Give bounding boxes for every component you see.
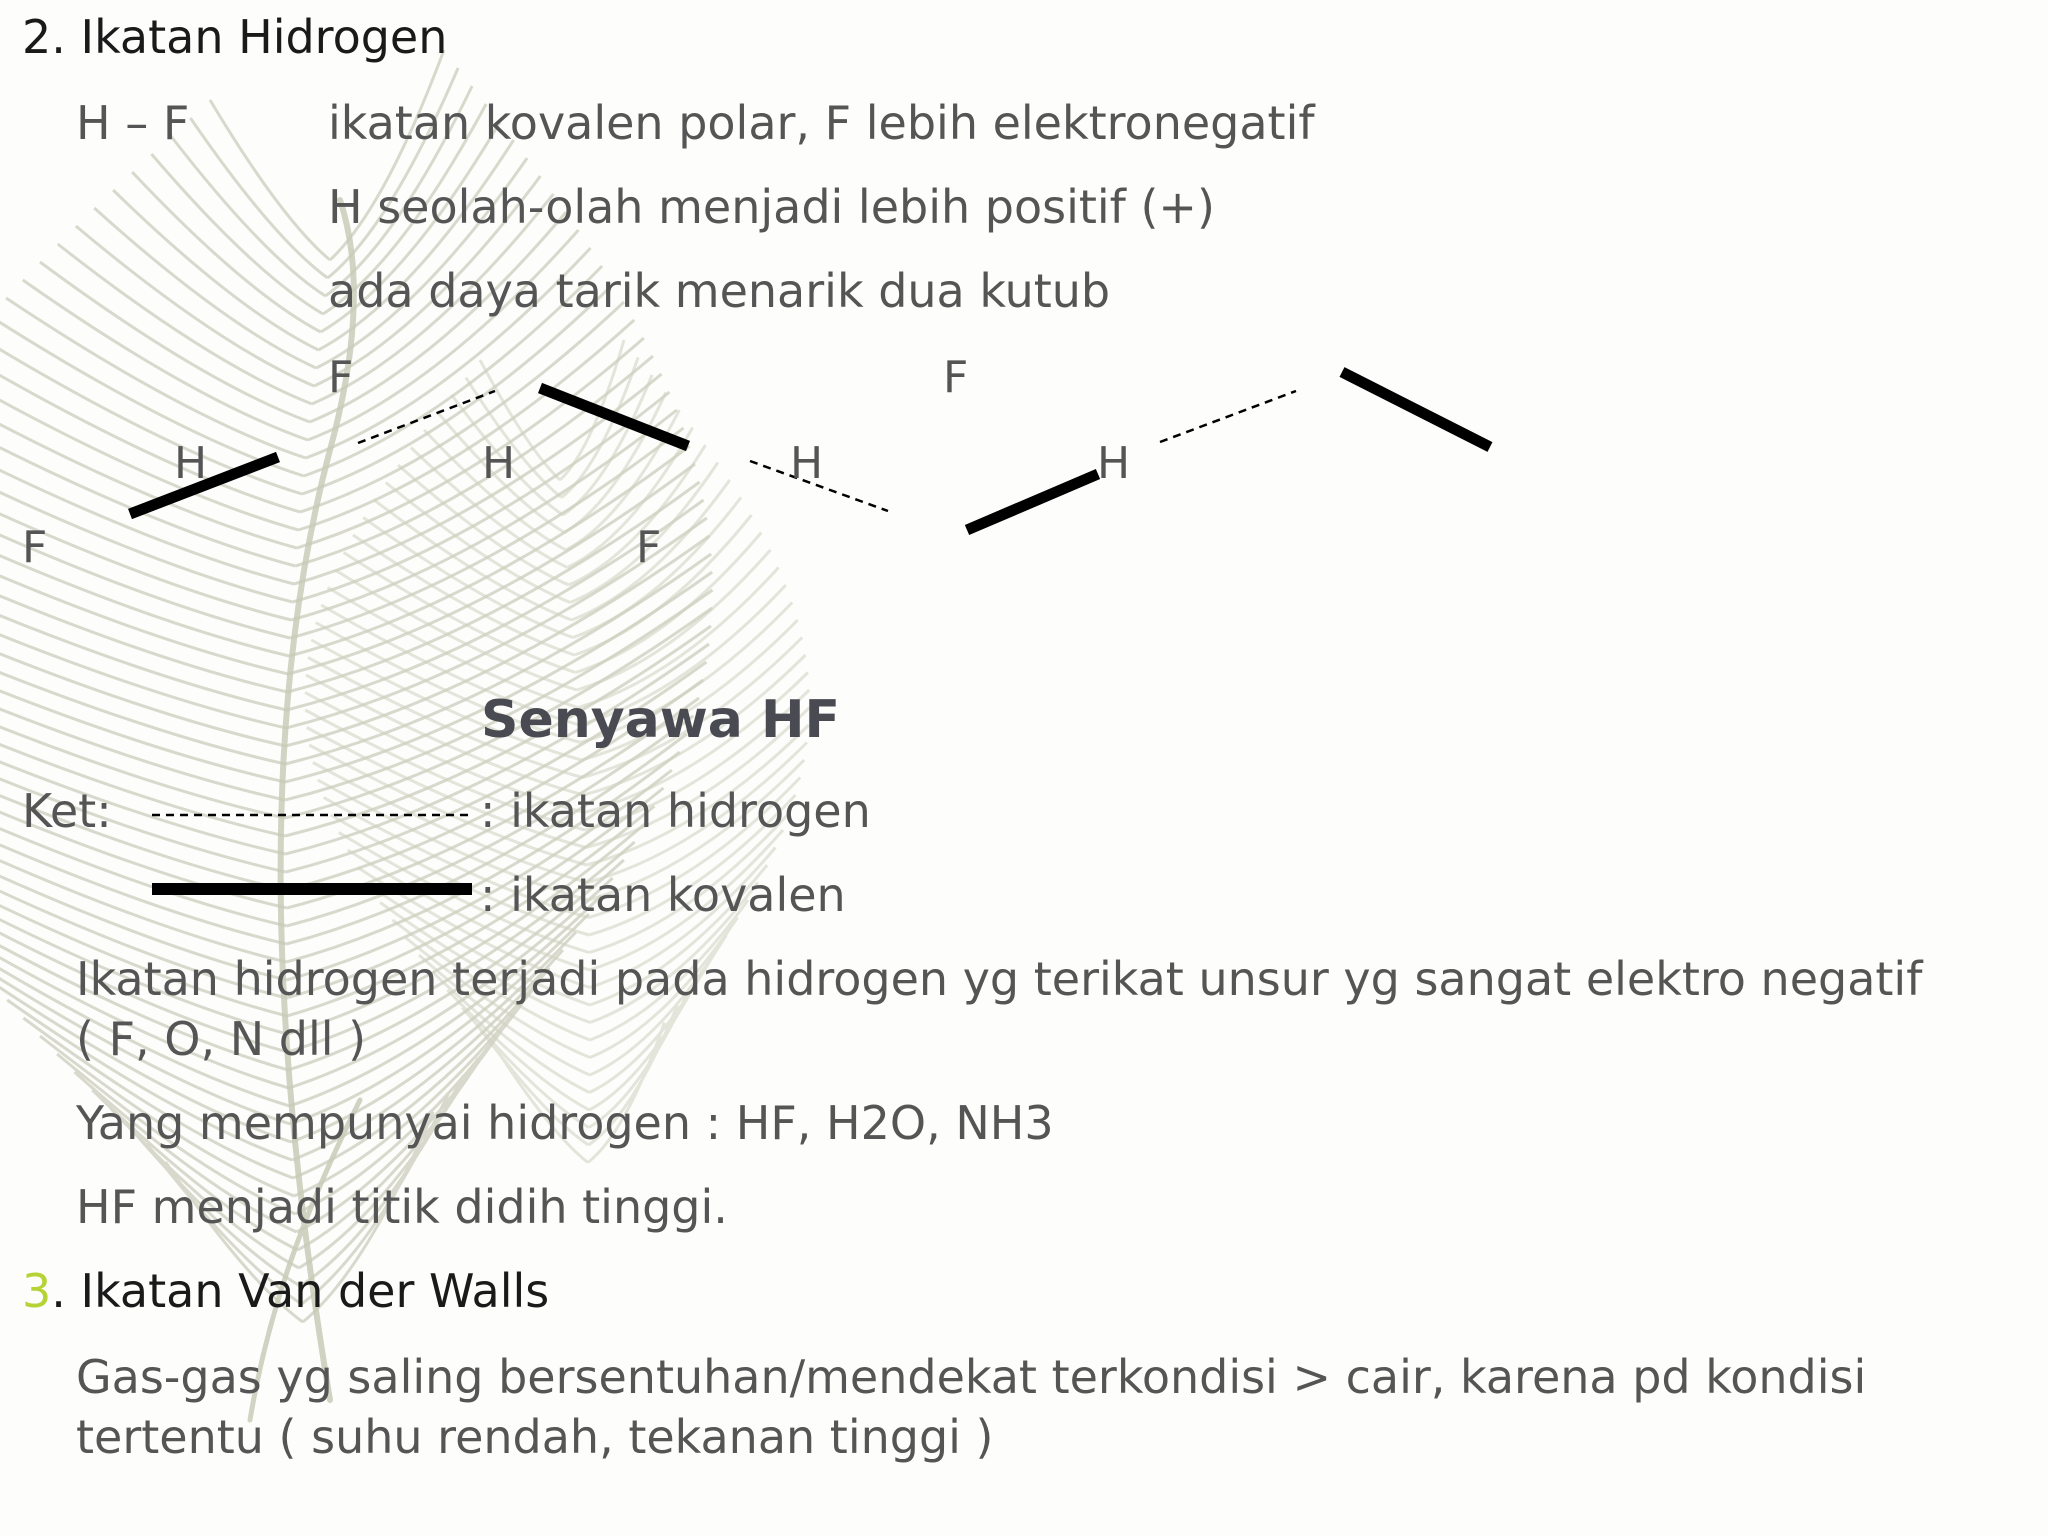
note-line-1b: ( F, O, N dll ) — [76, 1012, 367, 1066]
section2-line-2: H seolah-olah menjadi lebih positif (+) — [328, 180, 1215, 234]
atom-h: H — [482, 438, 516, 489]
atom-h: H — [174, 438, 208, 489]
section2-number: 2 — [22, 10, 52, 64]
atom-f: F — [328, 352, 354, 403]
section3-line-2: tertentu ( suhu rendah, tekanan tinggi ) — [76, 1410, 994, 1464]
note-line-2: Yang mempunyai hidrogen : HF, H2O, NH3 — [76, 1096, 1054, 1150]
hf-label: H – F — [76, 96, 190, 150]
diagram-caption: Senyawa HF — [481, 690, 840, 750]
section3-heading — [22, 1264, 550, 1318]
legend-hydrogen-label: : ikatan hidrogen — [480, 784, 871, 838]
note-line-1a: Ikatan hidrogen terjadi pada hidrogen yg terikat unsur yg sangat elektro negatif — [76, 952, 1923, 1006]
atom-f: F — [636, 522, 662, 573]
covalent-bond — [1342, 372, 1490, 447]
atom-f: F — [943, 352, 969, 403]
section2-title: . Ikatan Hidrogen — [51, 10, 448, 64]
section3-line-1: Gas-gas yg saling bersentuhan/mendekat terkondisi > cair, karena pd kondisi — [76, 1350, 1867, 1404]
legend-ket: Ket: — [22, 784, 112, 838]
section2-line-3: ada daya tarik menarik dua kutub — [328, 264, 1111, 318]
covalent-bond — [967, 474, 1098, 530]
atom-f: F — [22, 522, 48, 573]
note-line-3: HF menjadi titik didih tinggi. — [76, 1180, 728, 1234]
atom-h: H — [1097, 438, 1131, 489]
hydrogen-bond — [358, 391, 495, 443]
atom-h: H — [790, 438, 824, 489]
legend-covalent-label: : ikatan kovalen — [480, 868, 846, 922]
section3-title: . Ikatan Van der Walls — [51, 1264, 550, 1318]
covalent-bond — [540, 388, 688, 446]
section2-line-1: ikatan kovalen polar, F lebih elektronegatif — [328, 96, 1315, 150]
hydrogen-bond — [1160, 391, 1296, 442]
section3-number: 3 — [22, 1264, 52, 1318]
